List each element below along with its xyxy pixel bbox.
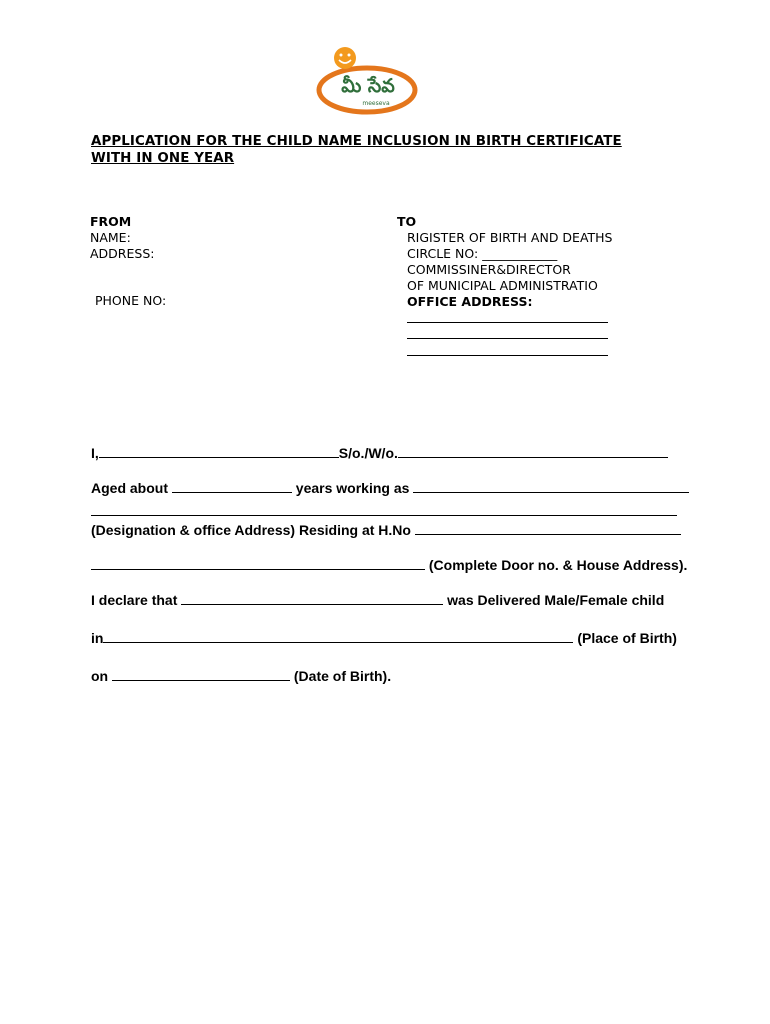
declaration-line-2 [91,479,681,496]
form-title-line1: APPLICATION FOR THE CHILD NAME INCLUSION IN BIRTH CERTIFICATE [91,134,622,149]
designation-label: (Designation & office Address) Residing at H.No [91,522,411,538]
declaration-line-1 [91,444,681,461]
logo-text: మీ సేవ [341,75,395,97]
meeseva-logo [312,44,422,118]
form-title-line2: WITH IN ONE YEAR [91,151,235,166]
occupation-continuation-blank[interactable] [91,515,677,516]
house-no-blank[interactable] [415,521,681,535]
office-address-blank-1[interactable] [407,322,608,323]
so-label: S/o./W/o. [338,445,398,461]
delivered-label: was Delivered Male/Female child [447,592,665,608]
from-address-label: ADDRESS: [90,246,155,261]
declaration-line-7 [91,667,681,684]
to-office-address-label: OFFICE ADDRESS: [407,294,533,309]
from-name-label: NAME: [90,230,131,245]
logo-tagline: meeseva [362,100,390,107]
in-label: in [91,630,104,646]
date-of-birth-label: (Date of Birth). [293,668,392,684]
smiley-icon [334,47,356,69]
from-block [90,214,154,262]
office-address-blank-2[interactable] [407,338,608,339]
meeseva-logo-graphic [312,44,422,118]
declaration-line-4 [91,556,688,573]
from-heading: FROM [90,214,132,229]
parent-name-blank[interactable] [398,444,668,458]
to-block [397,214,613,310]
complete-address-label: (Complete Door no. & House Address). [428,557,688,573]
to-circle-line: CIRCLE NO: ____________ [407,246,558,261]
occupation-blank[interactable] [413,479,689,493]
to-heading: TO [397,214,417,229]
office-address-blank-3[interactable] [407,355,608,356]
to-line4: OF MUNICIPAL ADMINISTRATIO [407,278,598,293]
form-title [91,133,691,167]
to-line1: RIGISTER OF BIRTH AND DEATHS [407,230,613,245]
place-of-birth-label: (Place of Birth) [577,630,677,646]
to-line3: COMMISSINER&DIRECTOR [407,262,571,277]
i-label: I, [91,445,99,461]
age-blank[interactable] [172,479,292,493]
declaration-line-6 [91,629,681,646]
house-address-blank[interactable] [91,556,425,570]
years-label: years working as [295,480,410,496]
declare-label: I declare that [91,592,178,608]
applicant-name-blank[interactable] [99,444,339,458]
declaration-line-3 [91,521,681,538]
from-phone-label: PHONE NO: [95,293,167,308]
place-of-birth-blank[interactable] [103,629,573,643]
date-of-birth-blank[interactable] [112,667,290,681]
on-label: on [91,668,109,684]
child-name-blank[interactable] [181,591,443,605]
aged-label: Aged about [91,480,168,496]
declaration-line-5 [91,591,681,608]
